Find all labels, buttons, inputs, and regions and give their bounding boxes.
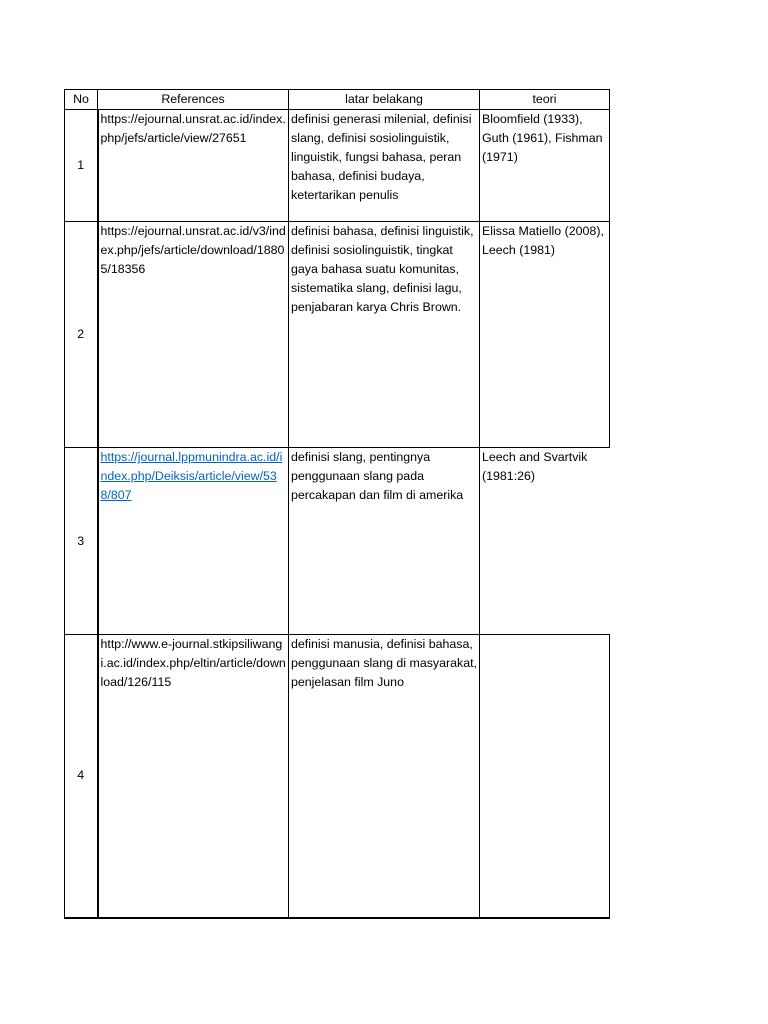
- reference-cell[interactable]: [98, 448, 289, 635]
- reference-cell[interactable]: https://ejournal.unsrat.ac.id/v3/index.php/jefs/article/download/18805/18356: [98, 222, 289, 448]
- row-number: 3: [65, 448, 98, 635]
- latar-belakang-cell: definisi bahasa, definisi linguistik, definisi sosiolinguistik, tingkat gaya bahasa suatu komunitas, sistematika slang, definisi lagu, penjabaran karya Chris Brown.: [289, 222, 480, 448]
- header-references: References: [98, 90, 289, 110]
- latar-belakang-cell: definisi generasi milenial, definisi slang, definisi sosiolinguistik, linguistik, fungsi bahasa, peran bahasa, definisi budaya, ketertarikan penulis: [289, 110, 480, 222]
- latar-belakang-cell: definisi slang, pentingnya penggunaan slang pada percakapan dan film di amerika: [289, 448, 480, 635]
- teori-cell: [480, 635, 610, 918]
- references-table: [64, 89, 610, 919]
- table-row: [65, 635, 610, 918]
- row-number: 1: [65, 110, 98, 222]
- latar-belakang-cell: definisi manusia, definisi bahasa, penggunaan slang di masyarakat, penjelasan film Juno: [289, 635, 480, 918]
- header-teori: teori: [480, 90, 610, 110]
- teori-cell: Bloomfield (1933), Guth (1961), Fishman (1971): [480, 110, 610, 222]
- teori-cell: Elissa Matiello (2008), Leech (1981): [480, 222, 610, 448]
- row-number: 2: [65, 222, 98, 448]
- reference-cell[interactable]: http://www.e-journal.stkipsiliwangi.ac.id/index.php/eltin/article/download/126/115: [98, 635, 289, 918]
- header-latar-belakang: latar belakang: [289, 90, 480, 110]
- header-no: No: [65, 90, 98, 110]
- row-number: 4: [65, 635, 98, 918]
- table-row: [65, 448, 610, 635]
- teori-cell: Leech and Svartvik (1981:26): [480, 448, 610, 635]
- header-row: [65, 90, 610, 110]
- table-row: [65, 110, 610, 222]
- reference-cell[interactable]: https://ejournal.unsrat.ac.id/index.php/jefs/article/view/27651: [98, 110, 289, 222]
- table-row: [65, 222, 610, 448]
- reference-link[interactable]: https://journal.lppmunindra.ac.id/index.php/Deiksis/article/view/538/807: [100, 450, 283, 502]
